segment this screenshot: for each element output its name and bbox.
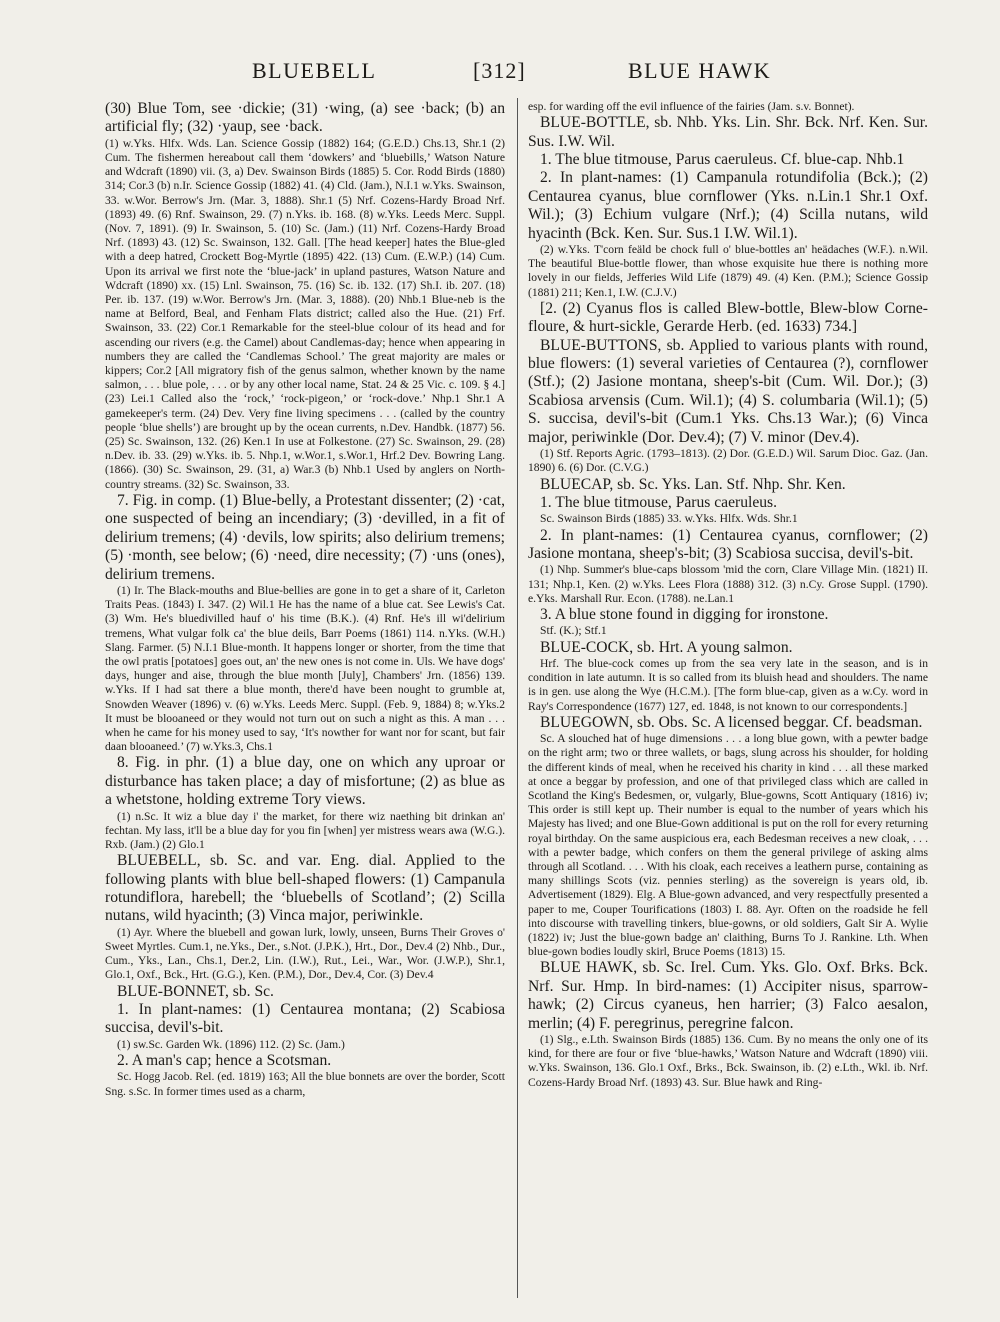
entry-paragraph: BLUEGOWN, sb. Obs. Sc. A licensed beggar. Cf. beadsman. [540,713,923,731]
entry-paragraph: BLUE-COCK, sb. Hrt. A young salmon. [540,638,793,656]
citation-paragraph: Sc. A slouched hat of huge dimensions . . . a long blue gown, with a pewter badge on the right arm; two or three wallets, or bags, slung across his shoulder, for holding the different kinds of meal, when he received his charity in kind . . . all these marked at once a beggar by profession, and one of that privileged class which are called in Scotland the King's Bedesmen, or, vulgarly, Blue-gowns, Scott Antiquary (1816) iv; This order is still kept up. Their number is equal to the number of years which his Majesty has lived; and one Blue-Gown additional is put on the roll for every returning royal birthday. On the same auspicious era, each Bedesman receives a new cloak, . . . with a pewter badge, which confers on them the general privilege of asking alms through all Scotland. . . . With his cloak, each receives a leathern purse, containing as many shillings Scots (viz. pennies sterling) as the sovereign is years old, ib. Advertisement (1829). Elg. A Blue-gown advanced, and very respectfully presented a paper to me, Couper Tourifications (1803) I. 88. Ayr. Often on the roadside he fell into discourse with travelling tinkers, blue-gowns, or old soldiers, Galt Sir A. Wylie (1822) iv; Just the blue-gown badge an' claithing, Burns To J. Rankine. Lth. When blue-gown bodies loudly skirl, Bruce Poems (1813) 15. [528,732,928,959]
entry-paragraph: BLUE-BUTTONS, sb. Applied to various plants with round, blue flowers: (1) several varieties of Centaurea (?), cornflower (Stf.); (2) Jasione montana, sheep's-bit (Cum. Wil. Dor.); (3) Scabiosa arvensis (Cum. Wil.1); (4) S. columbaria (Wil.1); (5) S. succisa, devil's-bit (Cum.1 Yks. Chs.13 War.); (6) Vinca major, periwinkle (Dor. Dev.4); (7) V. minor (Dev.4). [528,336,928,446]
entry-paragraph: BLUE-BONNET, sb. Sc. [117,982,274,1000]
citation-paragraph: Hrf. The blue-cock comes up from the sea very late in the season, and is in condition in late autumn. It is so called from its bluish head and shoulders. The name is in gen. use along the Wye (H.C.M.). [The form blue-cap, given as a w.Cy. word in Ray's Correspondence (1677) 127, ed. 1848, is not known to our correspondents.] [528,656,928,713]
entry-paragraph: 2. In plant-names: (1) Centaurea cyanus, cornflower; (2) Jasione montana, sheep's-bit; (3) Scabiosa succisa, devil's-bit. [528,526,928,562]
citation-paragraph: (1) Nhp. Summer's blue-caps blossom 'mid the corn, Clare Village Min. (1821) II. 131; Nhp.1, Ken. (2) w.Yks. Lees Flora (1888) 312. (3) n.Cy. Grose Suppl. (1790). e.Yks. Marshall Rur. Econ. (1788). ne.Lan.1 [528,563,928,605]
entry-paragraph: 3. A blue stone found in digging for ironstone. [540,605,829,623]
left-column [105,100,505,1305]
entry-paragraph: BLUEBELL, sb. Sc. and var. Eng. dial. Applied to the following plants with blue bell-shaped flowers: (1) Campanula rotundiflora, harebell; the ‘bluebells of Scotland’; (2) Scilla nutans, wild hyacinth; (3) Vinca major, periwinkle. [105,852,505,925]
right-column [528,100,928,1225]
entry-paragraph: [2. (2) Cyanus flos is called Blew-bottle, Blew-blow Corne-floure, & hurt-sickle, Gerarde Herb. (ed. 1633) 734.] [528,299,928,336]
column-divider [517,98,518,1298]
citation-paragraph: (1) w.Yks. Hlfx. Wds. Lan. Science Gossip (1882) 164; (G.E.D.) Chs.13, Shr.1 (2) Cum. The fishermen hereabout call them ‘dowkers’ and ‘bluebills,’ Watson Nature and Wdcraft (1890) vii. (3, a) Dev. Swainson Birds (1885) 5. Cor. Rodd Birds (1880) 314; Cor.3 (b) n.Ir. Science Gossip (1882) 41. (4) Cld. (Jam.), N.I.1 w.Yks. Swainson, 33. w.Wor. Berrow's Jrn. (Mar. 3, 1888). Shr.1 (5) Nrf. Cozens-Hardy Broad Nrf. (1893) 49. (6) Rnf. Swainson, 29. (7) n.Yks. ib. 168. (8) w.Yks. Leeds Merc. Suppl. (Nov. 7, 1891). (9) Ir. Swainson, 5. (10) Sc. (Jam.) (11) Nrf. Cozens-Hardy Broad Nrf. (1893) 43. (12) Sc. Swainson, 132. Gall. [The head keeper] hates the Blue-gled with a deep hatred, Crockett Bog-Myrtle (1895) 422. (13) Cum. (E.W.P.) (14) Cum. Upon its arrival we first note the ‘blue-jack’ in upland pastures, Watson Nature and Wdcraft (1890) xx. (15) Lnl. Swainson, 75. (16) Sc. ib. 132. (17) Sh.I. ib. 207. (18) Per. ib. 137. (19) w.Wor. Berrow's Jrn. (Mar. 3, 1888). (20) Nhb.1 Blue-neb is the name at Belford, Beal, and Fenham Flats district; called also the Hue. (21) Frf. Swainson, 33. (22) Cor.1 Remarkable for the steel-blue colour of its head and for ascending our rivers (e.g. the Camel) about Candlemas-day; hence when appearing in numbers they are called the ‘Candlemas School.’ The great majority are males or kippers; Cor.2 [All migratory fish of the genus salmon, whether known by the name salmon, . . . blue pole, . . . or by any other local name, Stat. 24 & 25 Vic. c. 109. § 4.] (23) Lei.1 Called also the ‘rock,’ ‘rock-pigeon,’ or ‘rock-dove.’ Nhp.1 Shr.1 A gamekeeper's term. (24) Dev. Very fine living specimens . . . (called by the country people ‘blue shells’) are brought up by the ocean currents, n.Dev. Handbk. (1877) 56. (25) Sc. Swainson, 132. (26) Ken.1 In use at Folkestone. (27) Sc. Swainson, 29. (28) n.Dev. ib. 33. (29) w.Yks. ib. 5. Nhp.1, w.Wor.1, s.Wor.1, Hrf.2 Dev. Bowring Lang. (1866). (30) Sc. Swainson, 29. (31, a) War.3 (b) Nhb.1 Used by anglers on North-country streams. (32) Sc. Swainson, 33. [105,136,505,491]
entry-paragraph: 2. A man's cap; hence a Scotsman. [117,1052,332,1070]
citation-paragraph: esp. for warding off the evil influence of the fairies (Jam. s.v. Bonnet). [528,100,855,113]
entry-paragraph: BLUE-BOTTLE, sb. Nhb. Yks. Lin. Shr. Bck. Nrf. Ken. Sur. Sus. I.W. Wil. [528,114,928,150]
entry-paragraph: 2. In plant-names: (1) Campanula rotundifolia (Bck.); (2) Centaurea cyanus, blue cornflower (Yks. n.Lin.1 Shr.1 Oxf. Wil.); (3) Echium vulgare (Nrf.); (4) Scilla nutans, wild hyacinth (Bck. Ken. Sur. Sus.1 I.W. Wil.1). [528,169,928,242]
citation-paragraph: Sc. Hogg Jacob. Rel. (ed. 1819) 163; All the blue bonnets are over the border, Scott Sng. s.Sc. In former times used as a charm, [105,1070,505,1098]
citation-paragraph: (1) Ayr. Where the bluebell and gowan lurk, lowly, unseen, Burns Their Groves o' Sweet Myrtles. Cum.1, ne.Yks., Der., s.Not. (J.P.K.), Hrt., Dor., Dev.4 (2) Nhb., Dur., Cum., Yks., Lan., Chs.1, Der.2, Lin. (I.W.), Rut., Lei., War., Wor. (J.W.P.), Shr.1, Glo.1, Oxf., Bck., Hrt. (G.G.), Ken. (P.M.), Dor., Dev.4, Cor. (3) Dev.4 [105,925,505,982]
citation-paragraph: (1) sw.Sc. Garden Wk. (1896) 112. (2) Sc. (Jam.) [117,1037,345,1051]
citation-paragraph: (1) Ir. The Black-mouths and Blue-bellies are gone in to get a share of it, Carleton Traits Peas. (1843) I. 347. (2) Wil.1 He has the name of a blue cat. See Lewis's Cat. (3) Wm. He's bluedivilled hauf o' his time (B.K.). (4) Rnf. He's ill wi'delirium tremens, What vulgar folk ca' the blue deils, Barr Poems (1861) 114. n.Yks. (W.H.) Slang. Farmer. (5) N.I.1 Blue-month. It happens longer or shorter, from the time that the owl pratis [potatoes] goes out, an' the new ones is not come in. Uls. We have dogs' days, hunger and aise, through the blue month [July], Chambers' Jrn. (1856) 139. w.Yks. If I had sat there a blue month, there'd have been nought to grumble at, Snowden Weaver (1896) v. (6) w.Yks. Leeds Merc. Suppl. (Feb. 9, 1884) 8; w.Yks.2 It must be blooaneed or they would not turn out on such a night as this. A man . . . when he came for his money used to say, ‘It's nowther for want nor for scant, but fair daan blooaneed.’ (7) w.Yks.3, Chs.1 [105,583,505,754]
page-number: [312] [473,58,526,83]
header-right-word: BLUE HAWK [628,58,772,83]
citation-paragraph: (2) w.Yks. T'corn feäld be chock full o' blue-bottles an' heädaches (W.F.). n.Wil. The beautiful Blue-bottle flower, than whose exquisite hue there is nothing more lovely in our fields, Jefferies Wild Life (1879) 49. (4) Ken. (P.M.); Science Gossip (1881) 211; Ken.1, I.W. (C.J.V.) [528,243,928,299]
entry-paragraph: 7. Fig. in comp. (1) Blue-belly, a Protestant dissenter; (2) ·cat, one suspected of being an incendiary; (3) ·devilled, in a fit of delirium tremens; (4) ·devils, low spirits; also delirium tremens; (5) ·month, see below; (6) ·need, dire necessity; (7) ·uns (ones), delirium tremens. [105,491,505,583]
entry-paragraph: BLUE HAWK, sb. Sc. Irel. Cum. Yks. Glo. Oxf. Brks. Bck. Nrf. Sur. Hmp. In bird-names: (1) Accipiter nisus, sparrow-hawk; (2) Circus cyaneus, hen harrier; (3) Falco aesalon, merlin; (4) F. peregrinus, peregrine falcon. [528,959,928,1032]
running-header [0,58,1000,88]
entry-paragraph: (30) Blue Tom, see ·dickie; (31) ·wing, (a) see ·back; (b) an artificial fly; (32) ·yaup, see ·back. [105,100,505,136]
citation-paragraph: (1) Stf. Reports Agric. (1793–1813). (2) Dor. (G.E.D.) Wil. Sarum Dioc. Gaz. (Jan. 1890) 6. (6) Dor. (C.V.G.) [528,447,928,475]
citation-paragraph: (1) n.Sc. It wiz a blue day i' the market, for there wiz naething bit drinkan an' fechtan. My lass, it'll be a blue day for you fin [when] yer mistress wears awa (W.G.). Rxb. (Jam.) (2) Glo.1 [105,809,505,851]
citation-paragraph: Sc. Swainson Birds (1885) 33. w.Yks. Hlfx. Wds. Shr.1 [540,512,798,526]
citation-paragraph: Stf. (K.); Stf.1 [540,624,607,638]
citation-paragraph: (1) Slg., e.Lth. Swainson Birds (1885) 136. Cum. By no means the only one of its kind, for there are four or five ‘blue-hawks,’ Watson Nature and Wdcraft (1890) viii. w.Yks. Swainson, 136. Glo.1 Oxf., Brks., Bck. Swainson, ib. (2) e.Lth., Wkl. ib. Nrf. Cozens-Hardy Broad Nrf. (1893) 43. Sur. Blue hawk and Ring- [528,1033,928,1089]
header-left-word: BLUEBELL [252,58,377,83]
entry-paragraph: BLUECAP, sb. Sc. Yks. Lan. Stf. Nhp. Shr. Ken. [540,475,846,493]
entry-paragraph: 1. The blue titmouse, Parus caeruleus. Cf. blue-cap. Nhb.1 [540,151,905,169]
entry-paragraph: 8. Fig. in phr. (1) a blue day, one on which any uproar or disturbance has taken place; a day of misfortune; (2) as blue as a whetstone, holding extreme Tory views. [105,754,505,809]
entry-paragraph: 1. The blue titmouse, Parus caeruleus. [540,493,778,511]
entry-paragraph: 1. In plant-names: (1) Centaurea montana; (2) Scabiosa succisa, devil's-bit. [105,1001,505,1037]
